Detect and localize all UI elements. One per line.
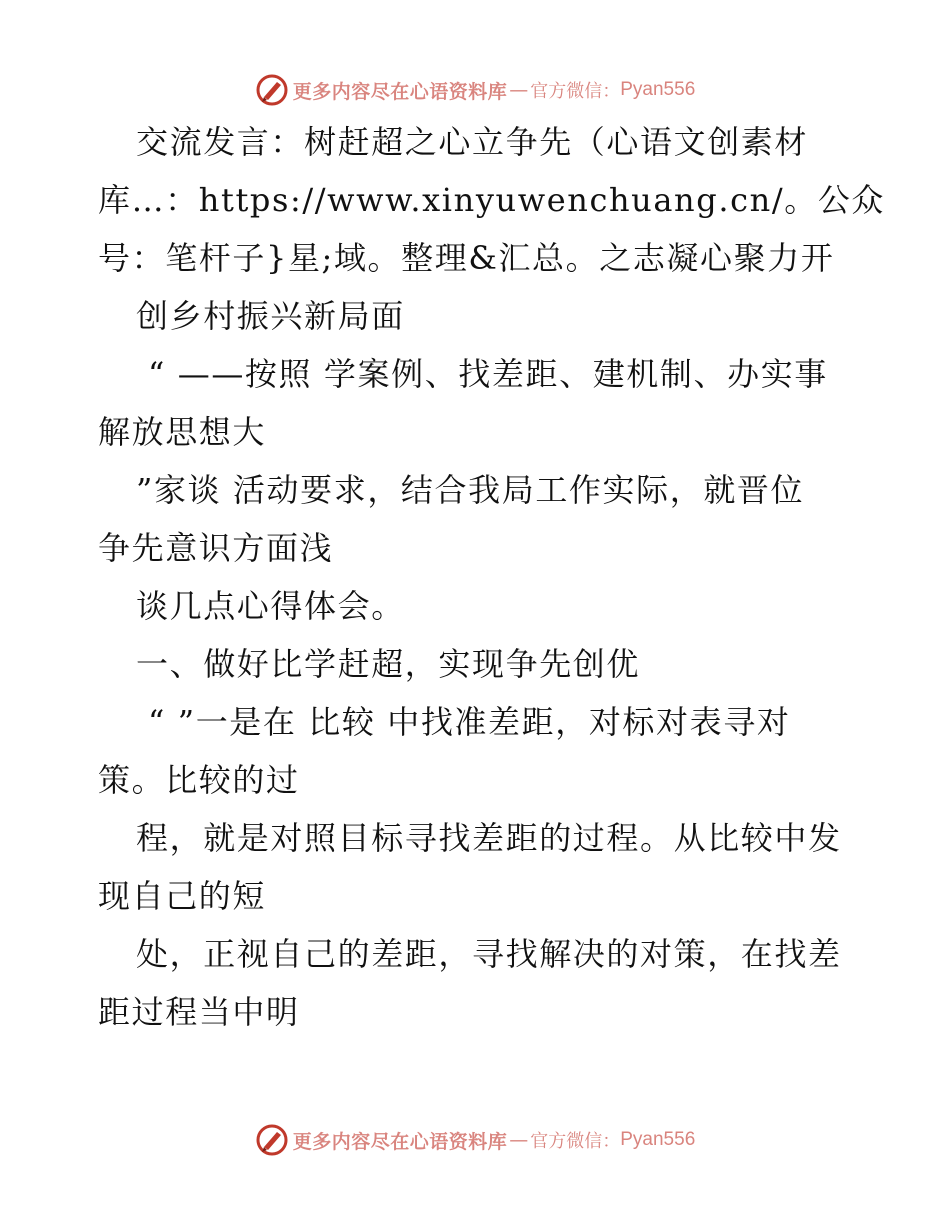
body-line: “ ”一是在 比较 中找准差距，对标对表寻对 (148, 703, 791, 741)
body-line: 号：笔杆子}星;域。整理&汇总。之志凝心聚力开 (98, 239, 835, 277)
footer-official-label: 官方微信： (530, 1131, 621, 1152)
body-line: 现自己的短 (98, 877, 267, 915)
body-line: 库…：https://www.xinyuwenchuang.cn/。公众 (98, 181, 886, 219)
body-line: “ ——按照 学案例、找差距、建机制、办实事 (148, 355, 828, 393)
body-line: ”家谈 活动要求，结合我局工作实际，就晋位 (136, 471, 805, 509)
body-line: 解放思想大 (98, 413, 267, 451)
pen-logo-icon (255, 73, 289, 107)
body-line: 距过程当中明 (98, 993, 300, 1031)
footer-banner-dash: — (509, 1129, 529, 1151)
body-line: 交流发言：树赶超之心立争先（心语文创素材 (136, 123, 809, 161)
header-wechat-id: Pyan556 (620, 79, 696, 100)
footer-wechat-id: Pyan556 (620, 1129, 696, 1150)
header-banner-dash: — (509, 79, 529, 101)
section-heading: 一、做好比学赶超，实现争先创优 (136, 645, 641, 683)
body-line: 谈几点心得体会。 (136, 587, 405, 625)
body-line: 策。比较的过 (98, 761, 300, 799)
body-line: 处，正视自己的差距，寻找解决的对策，在找差 (136, 935, 842, 973)
header-banner (0, 70, 950, 110)
footer-banner-text: 更多内容尽在心语资料库 (292, 1130, 508, 1153)
pen-logo-icon (255, 1123, 289, 1157)
header-banner-text: 更多内容尽在心语资料库 (292, 80, 508, 103)
body-line: 创乡村振兴新局面 (136, 297, 405, 335)
footer-banner (0, 1120, 950, 1160)
body-line: 程，就是对照目标寻找差距的过程。从比较中发 (136, 819, 842, 857)
body-line: 争先意识方面浅 (98, 529, 334, 567)
header-official-label: 官方微信： (530, 81, 621, 102)
